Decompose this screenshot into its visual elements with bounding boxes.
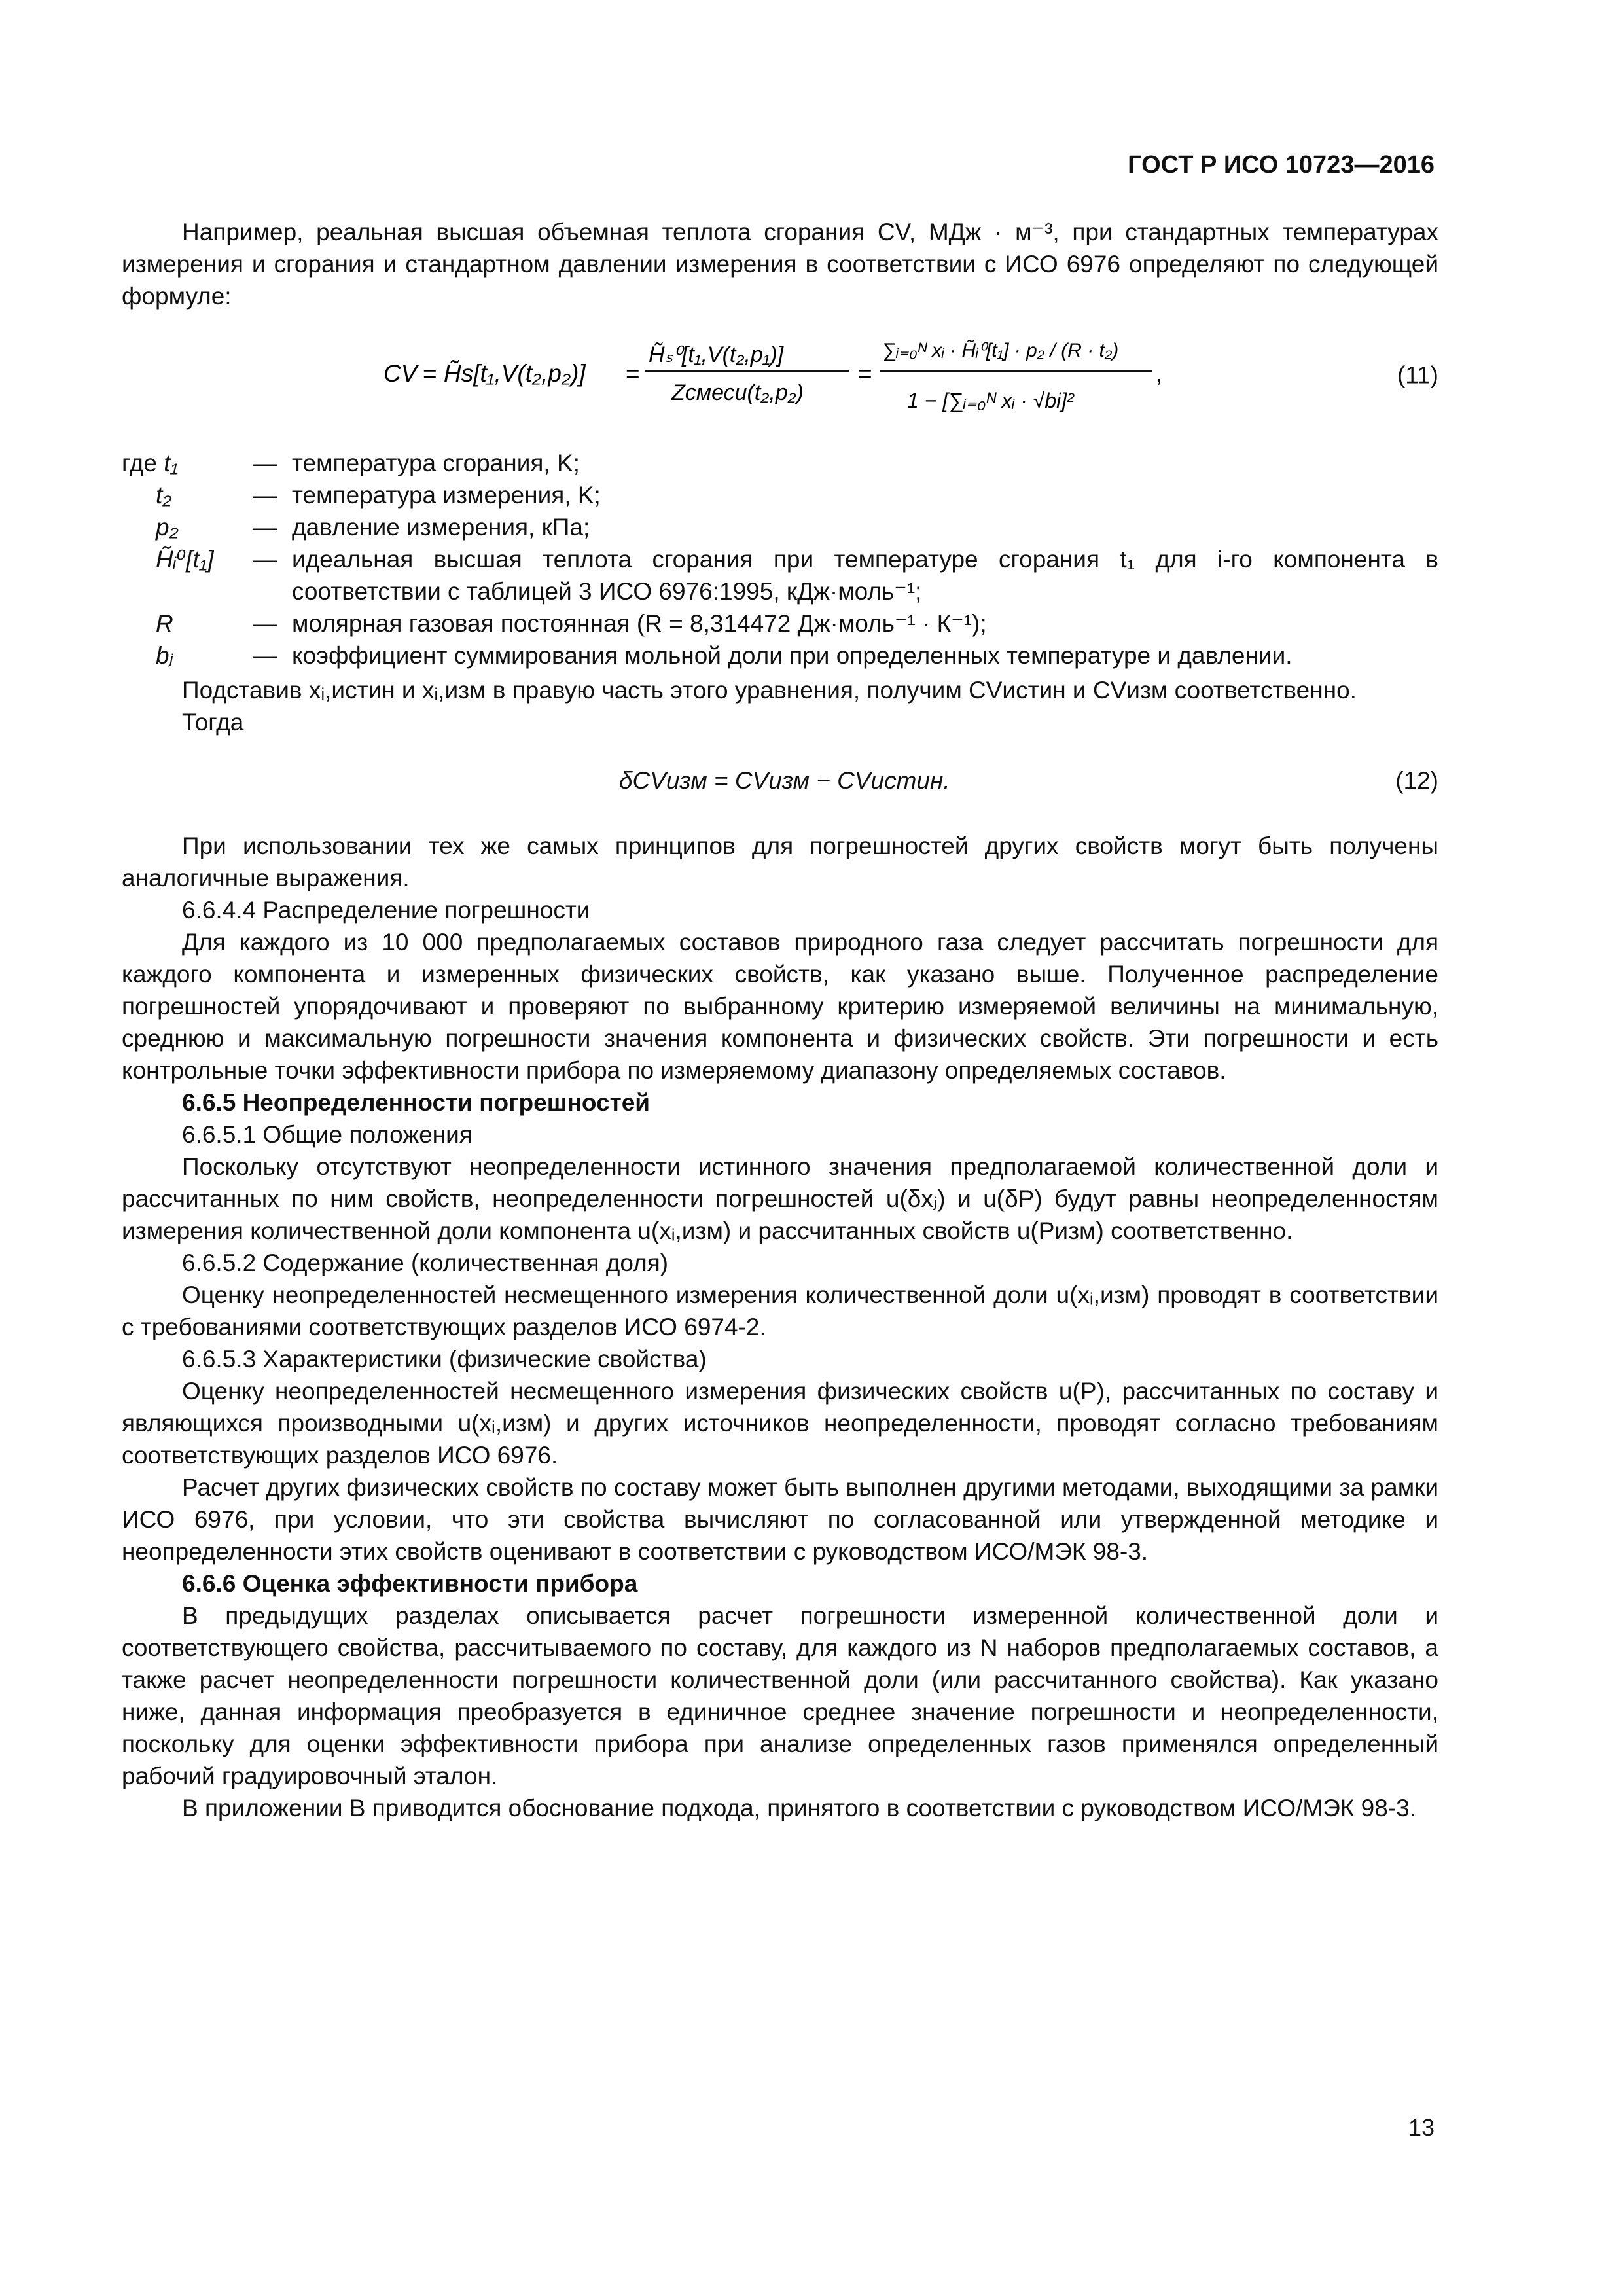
definition-row: p₂ — давление измерения, кПа; <box>122 511 1438 543</box>
definition-row: R — молярная газовая постоянная (R = 8,314472 Дж·моль⁻¹ · К⁻¹); <box>122 607 1438 639</box>
intro-paragraph: Например, реальная высшая объемная теплота сгорания CV, МДж · м⁻³, при стандартных температурах измерения и сгорания и стандартном давлении измерения в соответствии с ИСО 6976 определяют по следующей формуле: <box>122 219 1438 310</box>
definition-symbol: H̃ᵢ⁰[t₁] <box>156 546 214 573</box>
definition-text: температура сгорания, K; <box>292 450 580 476</box>
equation-11-formula <box>122 316 1234 434</box>
svg-text:=: = <box>858 360 872 387</box>
equation-12-number: (12) <box>1395 767 1438 794</box>
paragraph: Поскольку отсутствуют неопределенности истинного значения предполагаемой количественной доли и рассчитанных по ним свойств, неопределенности погрешностей u(δxⱼ) и u(δP) будут равны неопределенностям измерения количественной доли компонента u(xᵢ,изм) и рассчитанных свойств u(Pизм) соответственно. <box>122 1153 1438 1244</box>
subsection-heading-6-6-5-3: 6.6.5.3 Характеристики (физические свойства) <box>182 1346 707 1372</box>
substitution-paragraph: Подставив xᵢ,истин и xᵢ,изм в правую часть этого уравнения, получим CVистин и CVизм соответственно. <box>182 677 1357 704</box>
subsection-heading-6-6-5-1: 6.6.5.1 Общие положения <box>182 1121 473 1148</box>
svg-text:=: = <box>626 360 640 387</box>
then-line: Тогда <box>182 709 244 736</box>
eq11-numerator-3: ∑ᵢ₌₀ᴺ xᵢ · H̃ᵢ⁰[t₁] · p₂ / (R · t₂) <box>882 340 1119 361</box>
paragraph: Для каждого из 10 000 предполагаемых составов природного газа следует рассчитать погрешности для каждого компонента и измеренных физических свойств, как указано выше. Полученное распределение погрешностей упорядочивают и проверяют по выбранному критерию измеряемой величины на минимальную, среднюю и максимальную погрешности значения компонента и физических свойств. Эти погрешности и есть контрольные точки эффективности прибора по измеряемому диапазону определяемых составов. <box>122 929 1438 1084</box>
definition-symbol: p₂ <box>156 514 179 541</box>
eq11-numerator-2: H̃ₛ⁰[t₁,V(t₂,p₁)] <box>649 342 784 367</box>
definition-text: коэффициент суммирования мольной доли при определенных температуре и давлении. <box>292 642 1293 669</box>
eq11-denominator-2: Zсмеси(t₂,p₂) <box>671 380 804 405</box>
section-heading-6-6-5: 6.6.5 Неопределенности погрешностей <box>182 1089 651 1116</box>
definition-text: давление измерения, кПа; <box>292 514 590 541</box>
paragraph: Расчет других физических свойств по составу может быть выполнен другими методами, выходящими за рамки ИСО 6976, при условии, что эти свойства вычисляют по согласованной или утвержденной методике и неопределенности этих свойств оценивают в соответствии с руководством ИСО/МЭК 98-3. <box>122 1474 1438 1565</box>
paragraph: В предыдущих разделах описывается расчет погрешности измеренной количественной доли и соответствующего свойства, рассчитываемого по составу, для каждого из N наборов предполагаемых составов, а также расчет неопределенности погрешности количественной доли (или рассчитанного свойства). Как указано ниже, данная информация преобразуется в единичное среднее значение погрешности и неопределенности, поскольку для оценки эффективности прибора при анализе определенных газов применялся определенный рабочий градуировочный эталон. <box>122 1602 1438 1789</box>
paragraph: Оценку неопределенностей несмещенного измерения физических свойств u(P), рассчитанных по составу и являющихся производными u(xᵢ,изм) и других источников неопределенности, проводят согласно требованиям соответствующих разделов ИСО 6976. <box>122 1378 1438 1469</box>
definition-text: идеальная высшая теплота сгорания при температуре сгорания t₁ для i-го компонента в соответствии с таблицей 3 ИСО 6976:1995, кДж·моль⁻¹; <box>292 546 1438 605</box>
definition-row: t₂ — температура измерения, K; <box>122 479 1438 511</box>
svg-text:=: = <box>423 360 437 387</box>
equation-11 <box>122 316 1438 434</box>
eq11-term1: H̃s[t₁,V(t₂,p₂)] <box>444 360 586 387</box>
svg-text:,: , <box>1156 360 1163 387</box>
equation-12 <box>122 758 1438 804</box>
definition-row: bⱼ — коэффициент суммирования мольной доли при определенных температуре и давлении. <box>122 639 1438 672</box>
definition-symbol: где t₁ <box>122 450 179 476</box>
page-body <box>122 216 1438 1824</box>
definition-text: температура измерения, K; <box>292 482 601 509</box>
definition-symbol: R <box>156 610 173 637</box>
definition-text: молярная газовая постоянная (R = 8,314472 Дж·моль⁻¹ · К⁻¹); <box>292 610 987 637</box>
equation-12-formula: δCVизм = CVизм − CVистин. <box>619 767 950 794</box>
definitions-list <box>122 447 1438 672</box>
page-number: 13 <box>1408 2114 1435 2141</box>
eq11-lhs: CV <box>383 360 418 387</box>
paragraph: При использовании тех же самых принципов для погрешностей других свойств могут быть получены аналогичные выражения. <box>122 833 1438 891</box>
paragraph: В приложении В приводится обоснование подхода, принятого в соответствии с руководством ИСО/МЭК 98-3. <box>182 1795 1416 1821</box>
definition-row: H̃ᵢ⁰[t₁] — идеальная высшая теплота сгорания при температуре сгорания t₁ для i-го компонента в соответствии с таблицей 3 ИСО 6976:1995, кДж·моль⁻¹; <box>122 543 1438 607</box>
eq11-denominator-3: 1 − [∑ᵢ₌₀ᴺ xᵢ · √bi]² <box>907 389 1074 412</box>
subsection-heading-6-6-5-2: 6.6.5.2 Содержание (количественная доля) <box>182 1249 669 1276</box>
paragraph: Оценку неопределенностей несмещенного измерения количественной доли u(xᵢ,изм) проводят в соответствии с требованиями соответствующих разделов ИСО 6974-2. <box>122 1282 1438 1340</box>
document-id: ГОСТ Р ИСО 10723—2016 <box>1128 151 1435 179</box>
section-heading-6-6-6: 6.6.6 Оценка эффективности прибора <box>182 1570 638 1597</box>
equation-11-number: (11) <box>1397 361 1438 389</box>
definition-symbol: t₂ <box>156 482 172 509</box>
definition-symbol: bⱼ <box>156 642 174 669</box>
definition-row: где t₁ — температура сгорания, K; <box>122 447 1438 479</box>
subsection-heading-6-6-4-4: 6.6.4.4 Распределение погрешности <box>182 897 590 924</box>
